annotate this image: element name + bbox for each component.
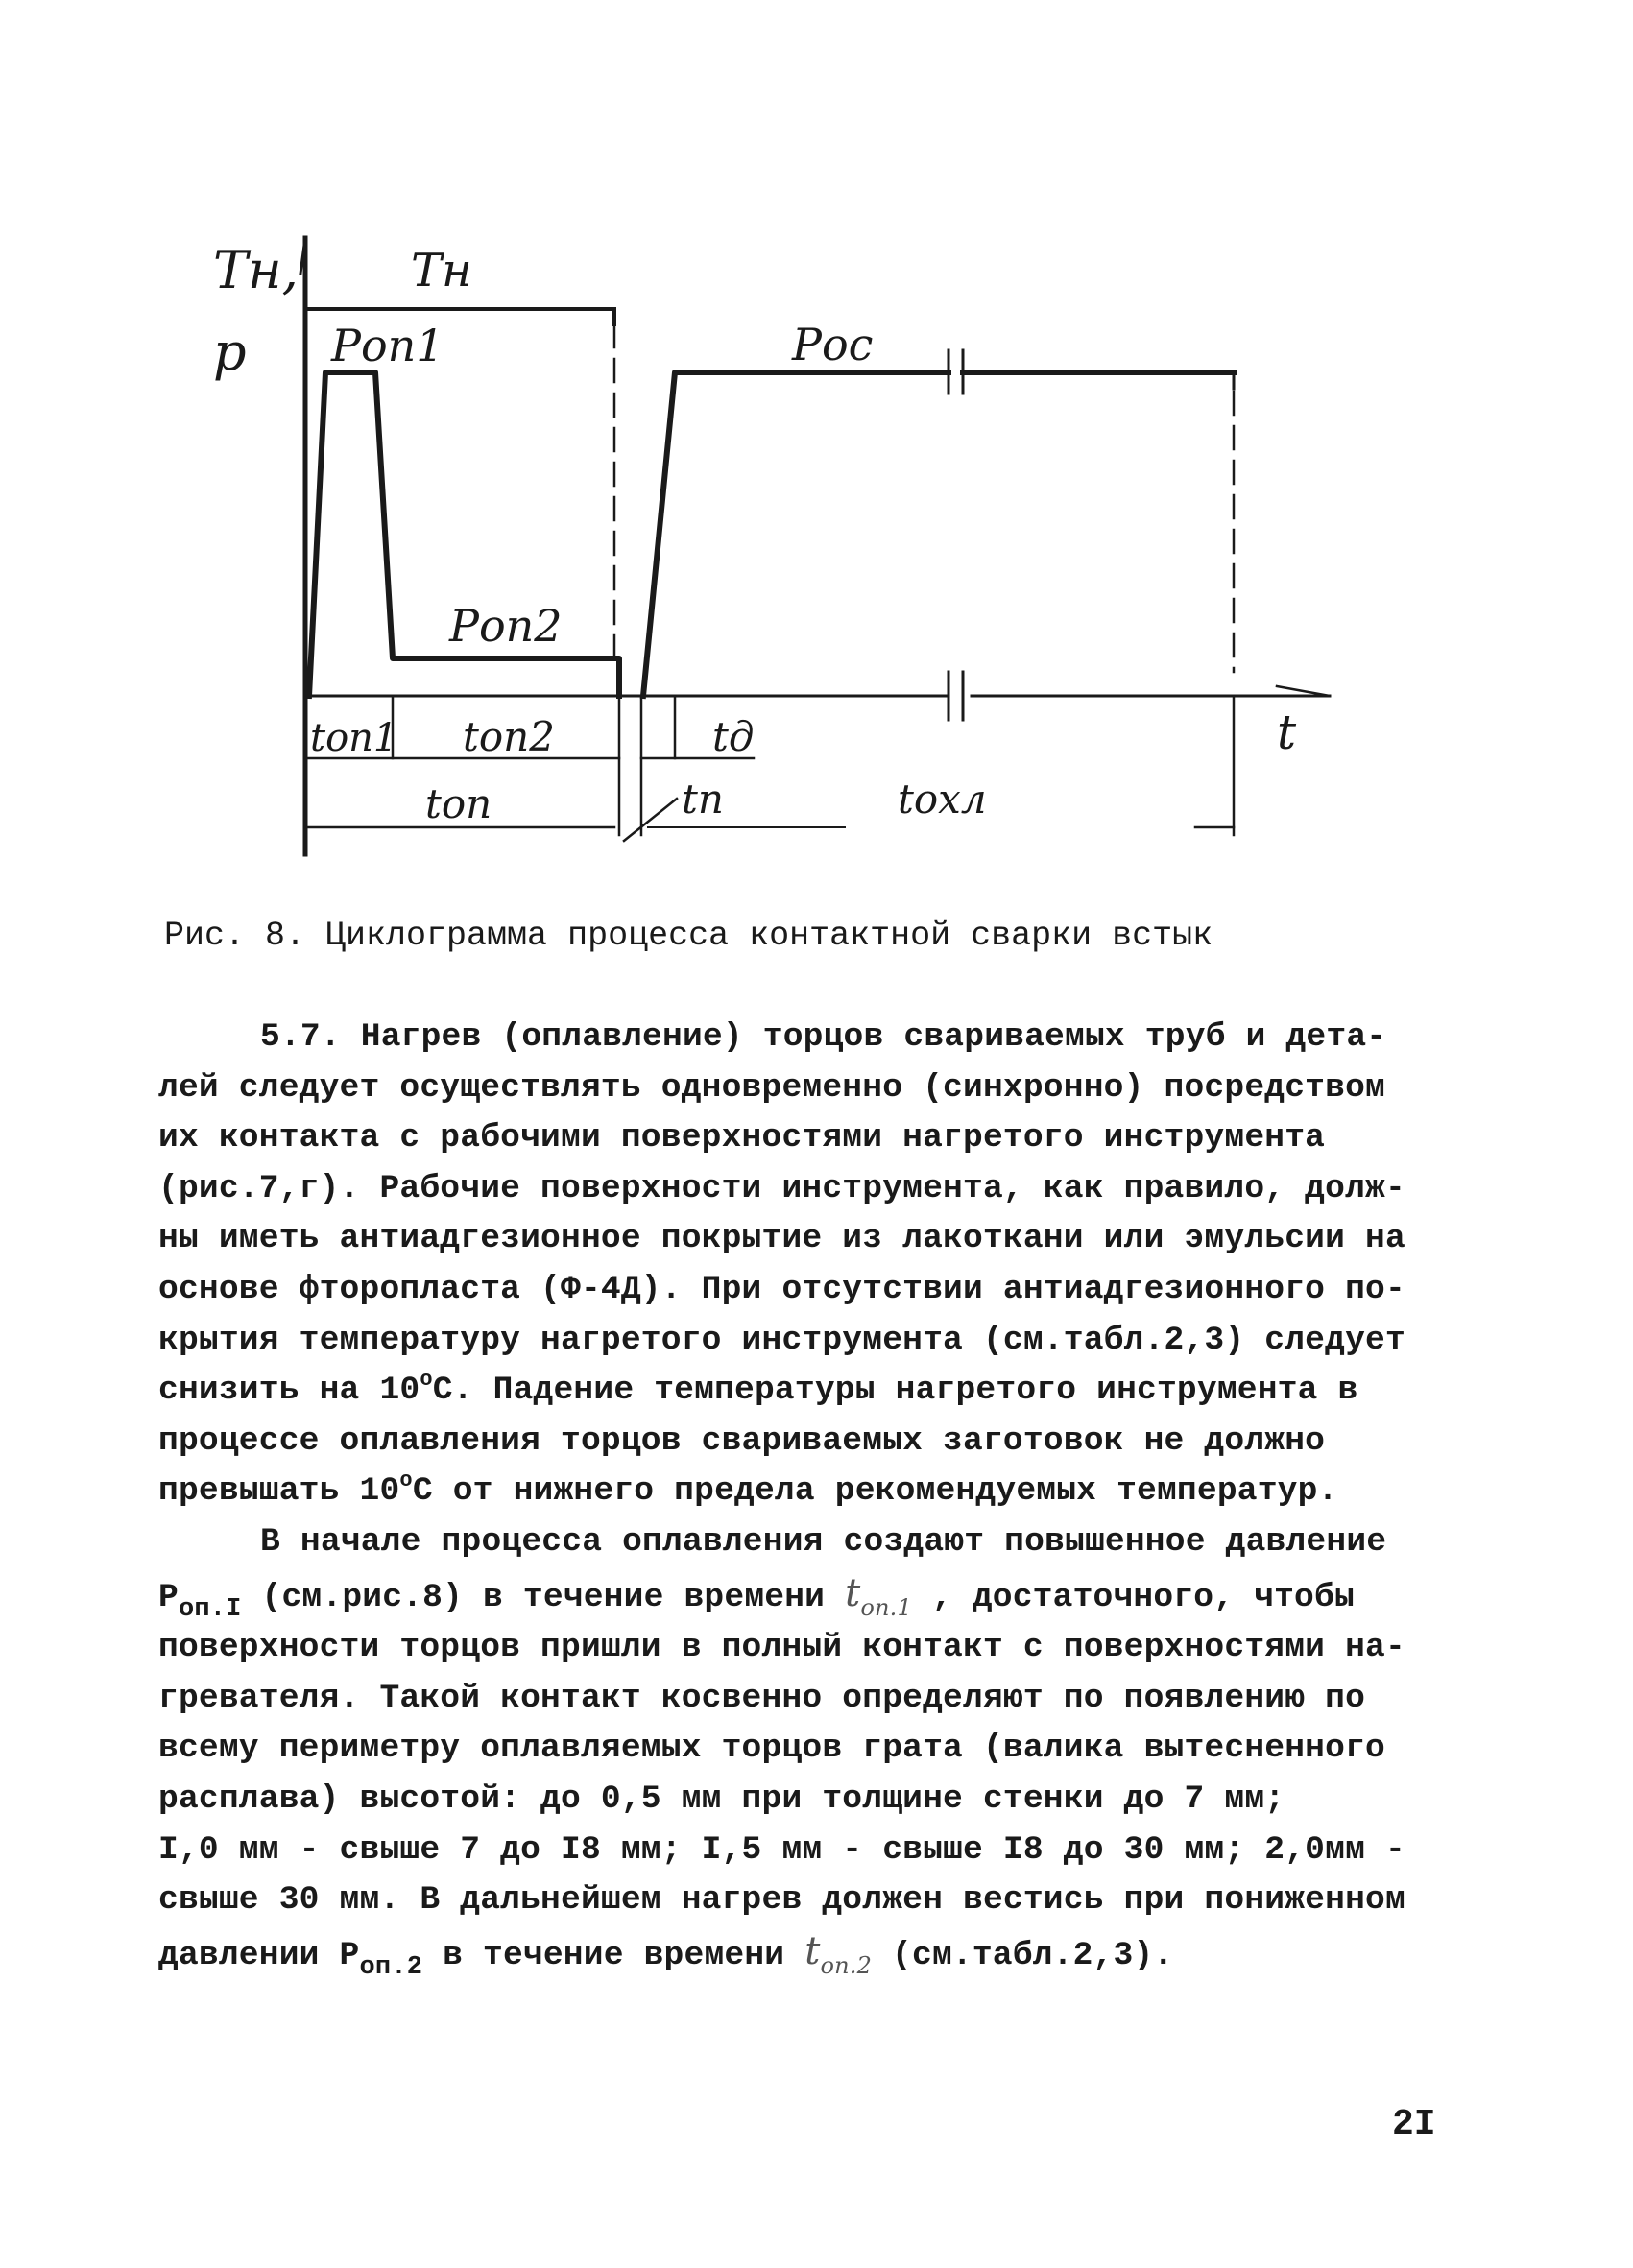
label-td: tд <box>712 713 755 760</box>
label-t-axis: t <box>1277 704 1297 760</box>
figure-caption: Рис. 8. Циклограмма процесса контактной сварки встык <box>164 917 1213 955</box>
y-axis-label-pressure: р <box>213 322 247 382</box>
text-line: свыше 30 мм. В дальнейшем нагрев должен вестись при пониженном <box>158 1881 1405 1920</box>
text-line: лей следует осуществлять одновременно (синхронно) посредством <box>158 1068 1385 1107</box>
label-tohl: tохл <box>898 776 987 823</box>
text-line: их контакта с рабочими поверхностями нагретого инструмента <box>158 1119 1326 1158</box>
text-line: снизить на $10^оС$. Падение температуры нагретого инструмента в <box>158 1368 1358 1410</box>
text-line: давлении $P_{оп.2}$ в течение времени $t_{оп.2}$ (см.табл.2,3). <box>158 1928 1174 1982</box>
text-line: расплава) высотой: до 0,5 мм при толщине стенки до 7 мм; <box>158 1779 1285 1818</box>
text-line: В начале процесса оплавления создают повышенное давление <box>260 1523 1387 1561</box>
y-axis-label-temperature: Tн, <box>213 240 299 300</box>
pressure-upset-curve <box>643 372 949 696</box>
text-line: (рис.7,г). Рабочие поверхности инструмента, как правило, долж- <box>158 1169 1405 1207</box>
cyclogram-diagram <box>0 0 1633 902</box>
text-line: $P_{оп.I}$ (см.рис.8) в течение времени $t_{оп.1}$ , достаточного, чтобы <box>158 1570 1355 1624</box>
label-tp: tп <box>682 776 724 823</box>
text-line: превышать $10^оС$ от нижнего предела рекомендуемых температур. <box>158 1468 1338 1511</box>
text-line: основе фторопласта (Ф-4Д). При отсутствии антиадгезионного по- <box>158 1270 1405 1308</box>
label-pon1: Pоп1 <box>331 320 444 371</box>
label-ton1: tоп1 <box>310 716 398 760</box>
paragraph-5-7 <box>158 1013 1445 1517</box>
label-pon2: Pоп2 <box>449 600 563 652</box>
text-line: поверхности торцов пришли в полный контакт с поверхностями на- <box>158 1629 1405 1667</box>
text-line: гревателя. Такой контакт косвенно определяют по появлению по <box>158 1679 1366 1717</box>
text-line: всему периметру оплавляемых торцов грата (валика вытесненного <box>158 1730 1385 1768</box>
text-line: ны иметь антиадгезионное покрытие из лакоткани или эмульсии на <box>158 1220 1405 1258</box>
label-ton2: tоп2 <box>463 713 555 760</box>
text-line: крытия температуру нагретого инструмента (см.табл.2,3) следует <box>158 1321 1405 1359</box>
page-number: 2I <box>1392 2104 1436 2145</box>
text-line: I,0 мм - свыше 7 до I8 мм; I,5 мм - свыше I8 до 30 мм; 2,0мм - <box>158 1830 1405 1869</box>
label-poc: Pос <box>792 319 874 370</box>
text-line: 5.7. Нагрев (оплавление) торцов свариваемых труб и дета- <box>260 1018 1387 1056</box>
paragraph-heating <box>158 1517 1445 1981</box>
label-th: Tн <box>411 244 472 298</box>
text-line: процессе оплавления торцов свариваемых заготовок не должно <box>158 1421 1326 1460</box>
label-top: tоп <box>425 780 492 827</box>
